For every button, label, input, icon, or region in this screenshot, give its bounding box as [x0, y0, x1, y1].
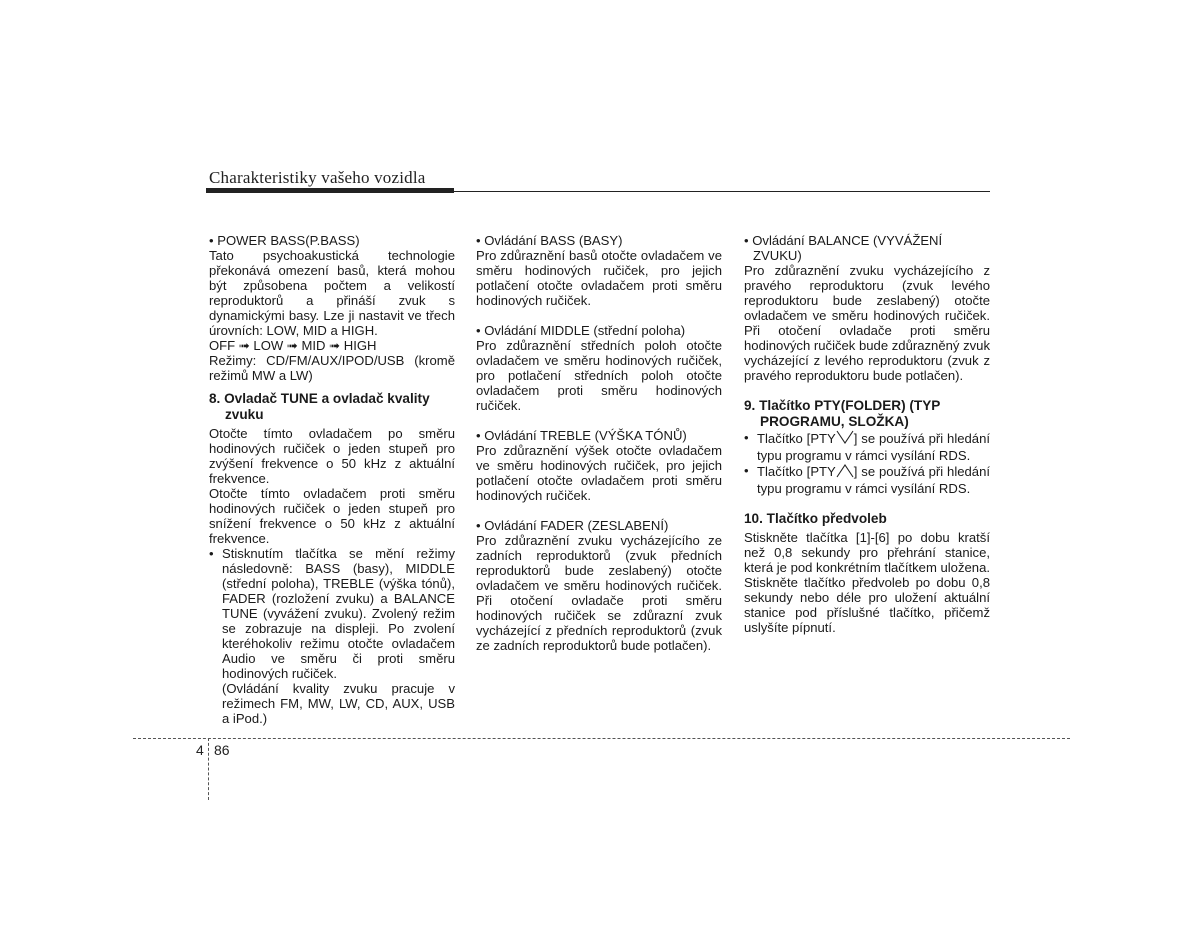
sound-mode-text: Stisknutím tlačítka se mění režimy následovně: BASS (basy), MIDDLE (střední poloha), TREBLE (výška tónů), FADER (rozložení zvuku) a BALANCE TUNE (vyvážení zvuku). Zvolený režim se zobrazuje na displeji. Po zvolení kteréhokoliv režimu otočte ovladačem Audio ve směru či proti směru hodinových ručiček.	[222, 546, 455, 681]
pty-down-text	[757, 430, 990, 463]
column-2	[476, 233, 722, 653]
bullet-dot: •	[744, 463, 749, 478]
chevron-up-icon	[836, 463, 854, 481]
section-9-title-line2: PROGRAMU, SLOŽKA)	[760, 414, 909, 429]
pty-down-post: ] se používá při hledání typu programu v rámci vysílání RDS.	[757, 431, 990, 463]
section-9-title-line1: 9. Tlačítko PTY(FOLDER) (TYP	[744, 398, 941, 413]
middle-text: Pro zdůraznění středních poloh otočte ovladačem ve směru hodinových ručiček, pro potlačení středních poloh otočte ovladačem proti směru hodinových ručiček.	[476, 338, 722, 413]
power-bass-modes: Režimy: CD/FM/AUX/IPOD/USB (kromě režimů MW a LW)	[209, 353, 455, 383]
pty-up-text	[757, 463, 990, 496]
header-rule-thick	[206, 188, 454, 193]
section-8-title-line2: zvuku	[225, 407, 264, 422]
pty-up-bullet	[744, 463, 990, 496]
fader-text: Pro zdůraznění zvuku vycházejícího ze zadních reproduktorů (zvuk předních reproduktorů bude zeslabený) otočte ovladačem ve směru hodinových ručiček. Při otočení ovladače proti směru hodinových ručiček se zdůrazní zvuk vycházející z předních reproduktorů (zvuk ze zadních reproduktorů bude potlačen).	[476, 533, 722, 653]
footer-vertical-dashed-rule	[208, 738, 209, 800]
pty-down-pre: Tlačítko [PTY	[757, 431, 836, 446]
bass-text: Pro zdůraznění basů otočte ovladačem ve směru hodinových ručiček, pro jejich potlačení otočte ovladačem proti směru hodinových ručiček.	[476, 248, 722, 308]
pty-down-bullet	[744, 430, 990, 463]
bass-heading: • Ovládání BASS (BASY)	[476, 233, 623, 248]
column-1	[209, 233, 455, 726]
balance-heading-line2: ZVUKU)	[753, 248, 802, 263]
section-8-title-line1: 8. Ovladač TUNE a ovladač kvality	[209, 391, 430, 406]
sound-mode-bullet	[209, 546, 455, 726]
pty-up-post: ] se používá při hledání typu programu v rámci vysílání RDS.	[757, 464, 990, 496]
section-8-title	[209, 391, 455, 423]
chapter-number: 4	[196, 742, 204, 758]
column-3	[744, 233, 990, 635]
treble-heading: • Ovládání TREBLE (VÝŠKA TÓNŮ)	[476, 428, 687, 443]
section-10-title: 10. Tlačítko předvoleb	[744, 511, 887, 526]
sound-mode-note: (Ovládání kvality zvuku pracuje v režimech FM, MW, LW, CD, AUX, USB a iPod.)	[222, 681, 455, 726]
chevron-down-icon	[836, 430, 854, 448]
balance-heading-line1: • Ovládání BALANCE (VYVÁŽENÍ	[744, 233, 943, 248]
fader-heading: • Ovládání FADER (ZESLABENÍ)	[476, 518, 669, 533]
section-9-title	[744, 398, 990, 430]
treble-text: Pro zdůraznění výšek otočte ovladačem ve směru hodinových ručiček, pro jejich potlačení otočte ovladačem proti směru hodinových ručiček.	[476, 443, 722, 503]
power-bass-text: Tato psychoakustická technologie překonává omezení basů, která mohou být způsobena počtem a velikostí reproduktorů a přináší zvuk s dynamickými basy. Lze ji nastavit ve třech úrovních: LOW, MID a HIGH.	[209, 248, 455, 338]
pty-up-pre: Tlačítko [PTY	[757, 464, 836, 479]
power-bass-heading: • POWER BASS(P.BASS)	[209, 233, 360, 248]
middle-heading: • Ovládání MIDDLE (střední poloha)	[476, 323, 686, 338]
footer-dashed-rule	[133, 738, 1070, 739]
power-bass-levels: OFF ➟ LOW ➟ MID ➟ HIGH	[209, 338, 377, 353]
tune-clockwise-text: Otočte tímto ovladačem po směru hodinových ručiček o jeden stupeň pro zvýšení frekvence o 50 kHz z aktuální frekvence.	[209, 426, 455, 486]
balance-text: Pro zdůraznění zvuku vycházejícího z pravého reproduktoru (zvuk levého reproduktoru bude zeslabený) otočte ovladačem ve směru hodinových ručiček. Při otočení ovladače proti směru hodinových ručiček bude zdůrazněný zvuk vycházející z levého reproduktoru (zvuk z pravého reproduktoru bude potlačen).	[744, 263, 991, 383]
page-number: 86	[214, 742, 230, 758]
header-rule-thin	[454, 191, 990, 192]
bullet-dot: •	[209, 546, 214, 561]
page-header-title: Charakteristiky vašeho vozidla	[209, 168, 426, 187]
tune-counterclockwise-text: Otočte tímto ovladačem proti směru hodinových ručiček o jeden stupeň pro snížení frekvence o 50 kHz z aktuální frekvence.	[209, 486, 455, 546]
preset-text: Stiskněte tlačítka [1]-[6] po dobu kratší než 0,8 sekundy pro přehrání stanice, která je pod konkrétním tlačítkem uložena. Stiskněte tlačítko předvoleb po dobu 0,8 sekundy nebo déle pro uložení aktuální stanice pod příslušné tlačítko, přičemž uslyšíte pípnutí.	[744, 530, 990, 635]
bullet-dot: •	[744, 430, 749, 445]
